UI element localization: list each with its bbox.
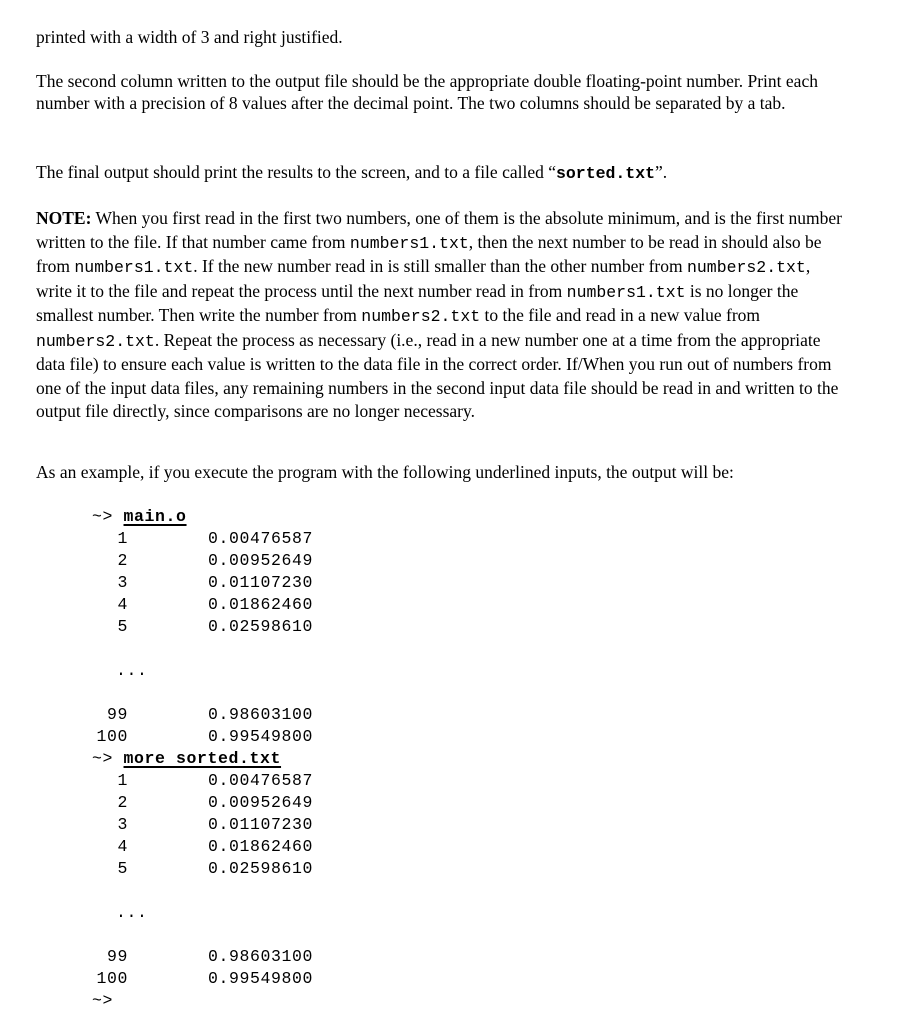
prompt: ~> <box>92 507 124 526</box>
output-row <box>92 572 314 594</box>
output-row <box>92 594 314 616</box>
output-row <box>92 968 314 990</box>
row-value: 0.00476587 <box>208 529 314 548</box>
output-row <box>92 528 314 550</box>
ellipsis: ... <box>116 903 148 922</box>
ellipsis: ... <box>116 661 148 680</box>
ellipsis-row <box>92 902 281 924</box>
row-index: 3 <box>117 573 128 592</box>
row-value: 0.01862460 <box>208 595 314 614</box>
command-main: main.o <box>123 507 187 526</box>
output-row <box>92 946 314 968</box>
row-value: 0.98603100 <box>208 705 314 724</box>
command-line <box>92 748 281 770</box>
output-row <box>92 792 314 814</box>
paragraph-final-output <box>36 161 667 185</box>
output-row <box>92 814 314 836</box>
row-value: 0.99549800 <box>208 969 314 988</box>
text: is no longer the smallest number. Then write the number from <box>36 280 799 325</box>
final-prompt: ~> <box>92 991 114 1010</box>
text: . Repeat the process as necessary (i.e., read in a new number one at a time from the appropriate data file) to ensure each value is written to the data file in the correct order. If/When you run out of numbers from one of the input data files, any remaining numbers in the second input data file should be read in and written to the output file directly, since comparisons are no longer necessary. <box>36 329 839 421</box>
row-index: 5 <box>117 859 128 878</box>
row-index: 2 <box>117 551 128 570</box>
filename-numbers2: numbers2.txt <box>361 307 481 326</box>
spacer <box>92 682 281 704</box>
output-row <box>92 704 314 726</box>
row-index: 100 <box>96 727 128 746</box>
prompt: ~> <box>92 749 124 768</box>
filename-numbers1: numbers1.txt <box>566 282 686 302</box>
text: When you first read in the first two numbers, one of them is the absolute minimum, and is the first number written to the file. If that number came from <box>36 208 843 252</box>
filename-numbers1: numbers1.txt <box>349 233 469 253</box>
row-index: 1 <box>117 529 128 548</box>
text: ”. <box>655 162 668 182</box>
spacer <box>92 638 281 660</box>
row-index: 4 <box>117 837 128 856</box>
row-index: 3 <box>117 815 128 834</box>
text: . If the new number read in is still smaller than the other number from <box>193 256 687 276</box>
row-value: 0.98603100 <box>208 947 314 966</box>
text: , write it to the file and repeat the process until the next number read in from <box>36 256 811 301</box>
row-index: 99 <box>106 705 128 724</box>
output-row <box>92 836 314 858</box>
row-index: 2 <box>117 793 128 812</box>
final-prompt-row <box>92 990 281 1012</box>
row-value: 0.02598610 <box>208 617 314 636</box>
text: to the file and read in a new value from <box>480 305 761 325</box>
row-index: 4 <box>117 595 128 614</box>
row-index: 99 <box>106 947 128 966</box>
row-value: 0.02598610 <box>208 859 314 878</box>
paragraph-example: As an example, if you execute the program with the following underlined inputs, the output will be: <box>36 462 734 482</box>
row-value: 0.01107230 <box>208 815 314 834</box>
row-value: 0.00476587 <box>208 771 314 790</box>
output-row <box>92 858 314 880</box>
filename-numbers1: numbers1.txt <box>74 258 194 277</box>
ellipsis-row <box>92 660 281 682</box>
terminal-output <box>92 506 314 1012</box>
note-label: NOTE: <box>36 208 92 228</box>
paragraph-second-column: The second column written to the output file should be the appropriate double floating-point number. Print each number with a precision of 8 values after the decimal point. The two columns should be separated by a tab. <box>36 71 818 114</box>
row-index: 5 <box>117 617 128 636</box>
command-line <box>92 506 281 528</box>
spacer <box>92 924 281 946</box>
filename-sorted: sorted.txt <box>555 164 656 183</box>
text: The final output should print the results to the screen, and to a file called “ <box>36 162 556 182</box>
text: , then the next number to be read in should also be from <box>36 231 822 276</box>
spacer <box>92 880 281 902</box>
row-value: 0.99549800 <box>208 727 314 746</box>
row-value: 0.01862460 <box>208 837 314 856</box>
row-index: 1 <box>117 771 128 790</box>
row-index: 100 <box>96 969 128 988</box>
paragraph-note <box>36 207 846 424</box>
output-row <box>92 550 314 572</box>
row-value: 0.00952649 <box>208 793 314 812</box>
command-more: more sorted.txt <box>123 749 282 768</box>
output-row <box>92 616 314 638</box>
filename-numbers2: numbers2.txt <box>687 258 806 277</box>
paragraph-width-note: printed with a width of 3 and right justified. <box>36 27 343 47</box>
filename-numbers2: numbers2.txt <box>36 331 155 351</box>
output-row <box>92 770 314 792</box>
row-value: 0.01107230 <box>208 573 314 592</box>
row-value: 0.00952649 <box>208 551 314 570</box>
output-row <box>92 726 314 748</box>
